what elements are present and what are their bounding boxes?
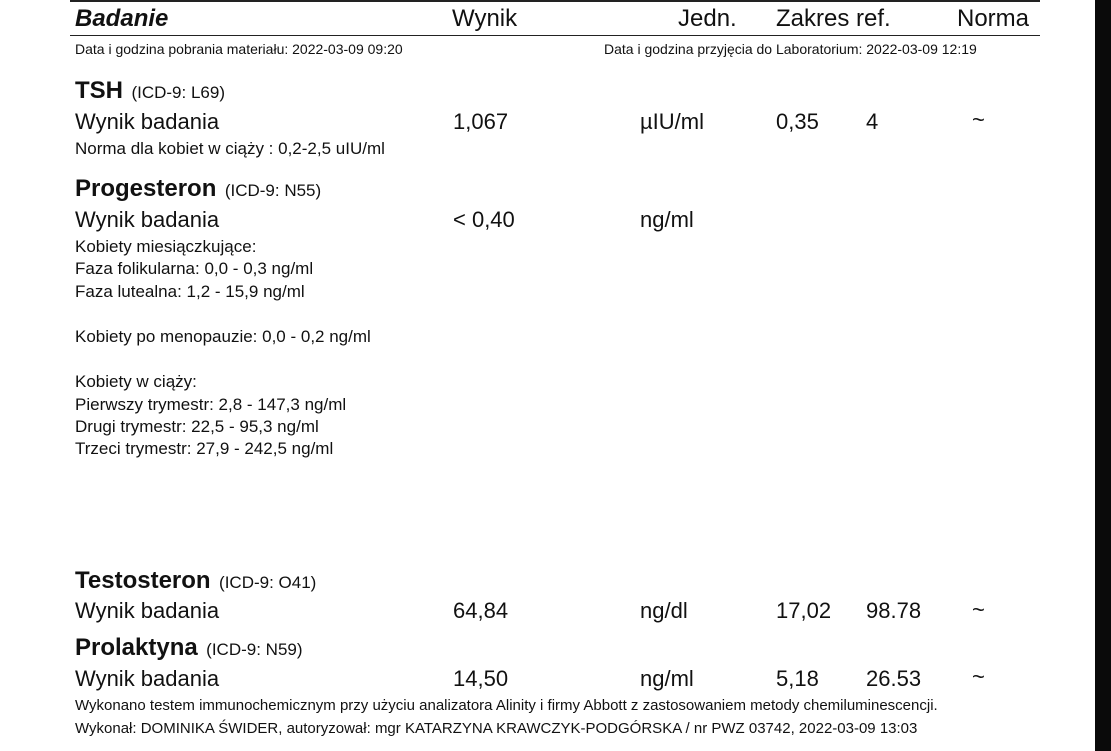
result-unit: ng/ml [640,207,694,232]
reception-datetime: Data i godzina przyjęcia do Laboratorium: 2022-03-09 12:19 [604,41,977,57]
test-note: Kobiety w ciąży: [75,372,197,391]
test-title [75,567,316,595]
method-note: Wykonano testem immunochemicznym przy użyciu analizatora Alinity i firmy Abbott z zastosowaniem metody chemiluminescencji. [75,697,938,714]
test-name: Prolaktyna [75,634,198,661]
col-header-ref-range: Zakres ref. [776,5,891,32]
result-label: Wynik badania [75,109,220,134]
col-header-result: Wynik [452,5,518,32]
ref-range-low: 17,02 [776,598,832,623]
test-note: Faza lutealna: 1,2 - 15,9 ng/ml [75,282,305,301]
test-icd-code: (ICD-9: O41) [219,573,317,592]
result-unit: µIU/ml [640,109,705,134]
ref-range-high: 26.53 [866,666,922,691]
result-label: Wynik badania [75,207,220,232]
result-label: Wynik badania [75,666,220,691]
ref-range-low: 0,35 [776,109,819,134]
col-header-norm: Norma [957,5,1030,32]
ref-range-high: 98.78 [866,598,922,623]
result-value: 1,067 [453,109,509,134]
test-note: Pierwszy trymestr: 2,8 - 147,3 ng/ml [75,395,347,414]
test-title [75,77,225,105]
signature-line: Wykonał: DOMINIKA ŚWIDER, autoryzował: mgr KATARZYNA KRAWCZYK-PODGÓRSKA / nr PWZ 03742, 2022-03-09 13:03 [75,720,918,737]
result-value: 64,84 [453,598,509,623]
test-title [75,175,321,203]
test-name: Testosteron [75,567,211,594]
test-note: Kobiety miesiączkujące: [75,237,257,256]
test-note: Drugi trymestr: 22,5 - 95,3 ng/ml [75,417,319,436]
scrollbar-edge [1095,0,1111,751]
test-icd-code: (ICD-9: L69) [131,83,225,102]
test-note: Kobiety po menopauzie: 0,0 - 0,2 ng/ml [75,327,371,346]
result-label: Wynik badania [75,598,220,623]
ref-range-low: 5,18 [776,666,819,691]
norm-indicator: ~ [972,107,985,132]
collection-datetime: Data i godzina pobrania materiału: 2022-03-09 09:20 [75,41,403,57]
test-note: Trzeci trymestr: 27,9 - 242,5 ng/ml [75,439,334,458]
test-icd-code: (ICD-9: N59) [206,640,303,659]
test-title [75,634,303,662]
test-name: TSH [75,77,123,104]
result-value: 14,50 [453,666,509,691]
result-unit: ng/dl [640,598,688,623]
header-divider [70,35,1040,36]
col-header-test: Badanie [75,5,169,32]
norm-indicator: ~ [972,597,985,622]
col-header-unit: Jedn. [678,5,737,32]
test-icd-code: (ICD-9: N55) [224,181,322,200]
test-name: Progesteron [75,175,217,202]
top-border [70,0,1040,2]
ref-range-high: 4 [866,109,879,134]
norm-indicator: ~ [972,664,985,689]
test-note: Norma dla kobiet w ciąży : 0,2-2,5 uIU/ml [75,139,385,158]
result-unit: ng/ml [640,666,694,691]
result-value: < 0,40 [453,207,515,232]
test-note: Faza folikularna: 0,0 - 0,3 ng/ml [75,259,314,278]
